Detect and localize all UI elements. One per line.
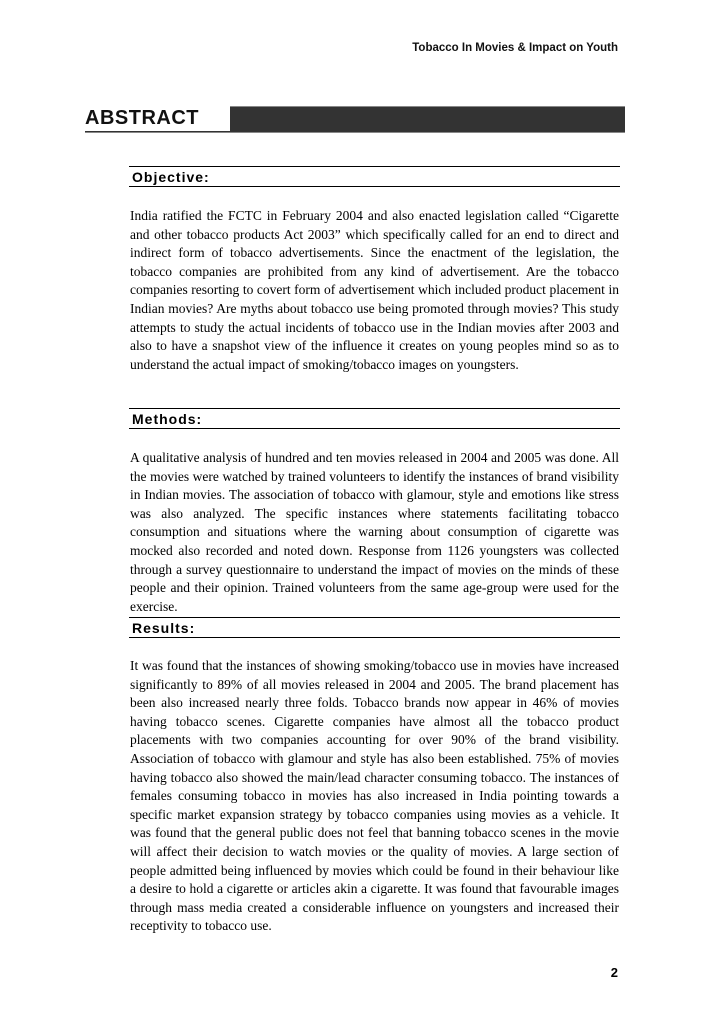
- methods-heading: Methods:: [129, 408, 620, 429]
- results-body: It was found that the instances of showing smoking/tobacco use in movies have increased significantly to 89% of all movies released in 2004 and 2005. The brand placement has been also increased nearly three folds. Tobacco brands now appear in 46% of movies having tobacco scenes. Cigarette companies have almost all the tobacco product placements with two companies accounting for over 90% of the brand visibility. Association of tobacco with glamour and style has also been established. 75% of movies having tobacco also showed the main/lead character consuming tobacco. The instances of females consuming tobacco in movies has also increased in India pointing towards a specific market expansion strategy by tobacco companies using movies as a vehicle. It was found that the general public does not feel that banning tobacco scenes in the movie will affect their decision to watch movies or the quality of movies. A large section of people admitted being influenced by movies which could be found in their behaviour like a desire to hold a cigarette or articles akin a cigarette. It was found that favourable images through mass media created a considerable influence on youngsters and increased their receptivity to tobacco use.: [130, 658, 619, 934]
- page-number: 2: [610, 965, 618, 980]
- running-header: Tobacco In Movies & Impact on Youth: [412, 42, 618, 54]
- objective-body: India ratified the FCTC in February 2004 and also enacted legislation called “Cigarette and other tobacco products Act 2003” which specifically called for an end to direct and indirect form of tobacco advertisements. Since the enactment of the legislation, the tobacco companies are prohibited from any kind of advertisement. Are the tobacco companies resorting to covert form of advertisement which included product placement in Indian movies? Are myths about tobacco use being promoted through movies? This study attempts to study the actual incidents of tobacco use in the Indian movies after 2003 and also to have a snapshot view of the influence it creates on young peoples mind so as to understand the actual impact of smoking/tobacco images on youngsters.: [130, 208, 619, 372]
- abstract-title: ABSTRACT: [85, 106, 230, 131]
- methods-body: A qualitative analysis of hundred and ten movies released in 2004 and 2005 was done. All the movies were watched by trained volunteers to identify the instances of brand visibility in Indian movies. The association of tobacco with glamour, style and emotions like stress was also analyzed. The specific instances where statements facilitating tobacco consumption and situations where the warning about consumption of cigarette was mocked also recorded and noted down. Response from 1126 youngsters was collected through a survey questionnaire to understand the impact of movies on the minds of these people and their opinion. Trained volunteers from the same age-group were used for the exercise.: [130, 450, 619, 614]
- results-heading: Results:: [129, 617, 620, 638]
- objective-heading: Objective:: [129, 166, 620, 187]
